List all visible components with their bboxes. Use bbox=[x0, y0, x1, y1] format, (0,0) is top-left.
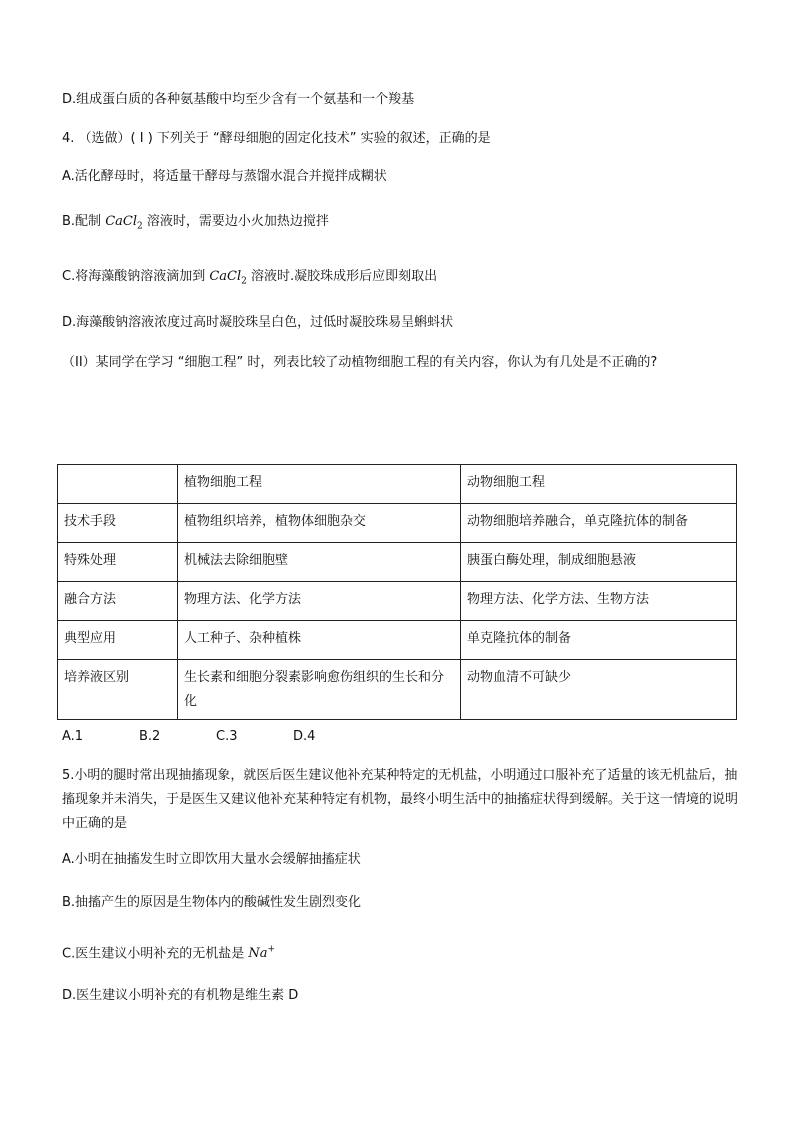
formula-sub: 2 bbox=[137, 221, 143, 232]
table-cell: 机械法去除细胞壁 bbox=[178, 543, 461, 582]
q5-option-c-pre: C.医生建议小明补充的无机盐是 bbox=[62, 946, 249, 962]
table-cell: 动物血清不可缺少 bbox=[461, 660, 737, 720]
table-cell: 动物细胞培养融合，单克隆抗体的制备 bbox=[461, 504, 737, 543]
table-cell: 单克隆抗体的制备 bbox=[461, 621, 737, 660]
q4-option-d: D.海藻酸钠溶液浓度过高时凝胶珠呈白色，过低时凝胶珠易呈蝌蚪状 bbox=[62, 315, 454, 330]
answer-option: D.4 bbox=[293, 729, 316, 744]
table-cell: 物理方法、化学方法、生物方法 bbox=[461, 582, 737, 621]
sodium-ion-formula bbox=[248, 946, 275, 961]
q4-option-c-post: 溶液时.凝胶珠成形后应即刻取出 bbox=[246, 269, 438, 284]
q5-stem: 5.小明的腿时常出现抽搐现象，就医后医生建议他补充某种特定的无机盐，小明通过口服补充了适量的该无机盐后，抽搐现象并未消失，于是医生又建议他补充某种特定有机物，最终小明生活中的抽搐症状得到缓解。关于这一情境的说明中正确的是 bbox=[62, 768, 739, 831]
q5-option-c bbox=[62, 940, 275, 964]
table-row bbox=[58, 621, 737, 660]
answer-option: A.1 bbox=[62, 729, 84, 744]
q5-option-d: D.医生建议小明补充的有机物是维生素 D bbox=[62, 988, 299, 1003]
q4-option-b-pre: B.配制 bbox=[62, 214, 106, 229]
table-cell: 融合方法 bbox=[58, 582, 178, 621]
q4-option-b-post: 溶液时，需要边小火加热边搅拌 bbox=[142, 214, 329, 229]
ion-sup: + bbox=[267, 945, 276, 955]
table-cell: 人工种子、杂种植株 bbox=[178, 621, 461, 660]
table-cell: 动物细胞工程 bbox=[461, 465, 737, 504]
q4-part2-stem: （II）某同学在学习 “细胞工程” 时，列表比较了动植物细胞工程的有关内容，你认为有几处是不正确的? bbox=[62, 355, 658, 370]
q4-stem: 4. （选做）( Ⅰ ) 下列关于 “酵母细胞的固定化技术” 实验的叙述，正确的是 bbox=[62, 131, 491, 146]
table-cell: 植物细胞工程 bbox=[178, 465, 461, 504]
q4-option-b bbox=[62, 212, 329, 237]
table-cell: 植物组织培养，植物体细胞杂交 bbox=[178, 504, 461, 543]
cacl2-formula bbox=[105, 214, 143, 232]
formula-main: CaCl bbox=[209, 269, 242, 284]
cacl2-formula bbox=[209, 269, 247, 287]
table-cell: 特殊处理 bbox=[58, 543, 178, 582]
answer-option: C.3 bbox=[216, 729, 238, 744]
q4-option-a: A.活化酵母时，将适量干酵母与蒸馏水混合并搅拌成糊状 bbox=[62, 169, 387, 184]
q4-answer-options bbox=[62, 729, 370, 744]
q4-option-c bbox=[62, 267, 437, 292]
table-row bbox=[58, 582, 737, 621]
comparison-table bbox=[57, 464, 737, 720]
q5-option-a: A.小明在抽搐发生时立即饮用大量水会缓解抽搐症状 bbox=[62, 852, 361, 867]
table-cell: 技术手段 bbox=[58, 504, 178, 543]
table-cell: 胰蛋白酶处理，制成细胞悬液 bbox=[461, 543, 737, 582]
q4-option-c-pre: C.将海藻酸钠溶液滴加到 bbox=[62, 269, 210, 284]
formula-sub: 2 bbox=[241, 276, 247, 287]
table-cell: 典型应用 bbox=[58, 621, 178, 660]
table-row bbox=[58, 543, 737, 582]
table-row bbox=[58, 660, 737, 720]
table-cell: 物理方法、化学方法 bbox=[178, 582, 461, 621]
q5-option-b: B.抽搐产生的原因是生物体内的酸碱性发生剧烈变化 bbox=[62, 895, 362, 910]
formula-main: CaCl bbox=[105, 214, 137, 229]
table-header-row bbox=[58, 465, 737, 504]
ion-main: Na bbox=[248, 946, 268, 962]
answer-option: B.2 bbox=[139, 729, 161, 744]
table-row bbox=[58, 504, 737, 543]
q3-option-d: D.组成蛋白质的各种氨基酸中均至少含有一个氨基和一个羧基 bbox=[62, 92, 415, 107]
table-cell: 培养液区别 bbox=[58, 660, 178, 720]
table-cell bbox=[58, 465, 178, 504]
table-cell: 生长素和细胞分裂素影响愈伤组织的生长和分化 bbox=[178, 660, 461, 720]
